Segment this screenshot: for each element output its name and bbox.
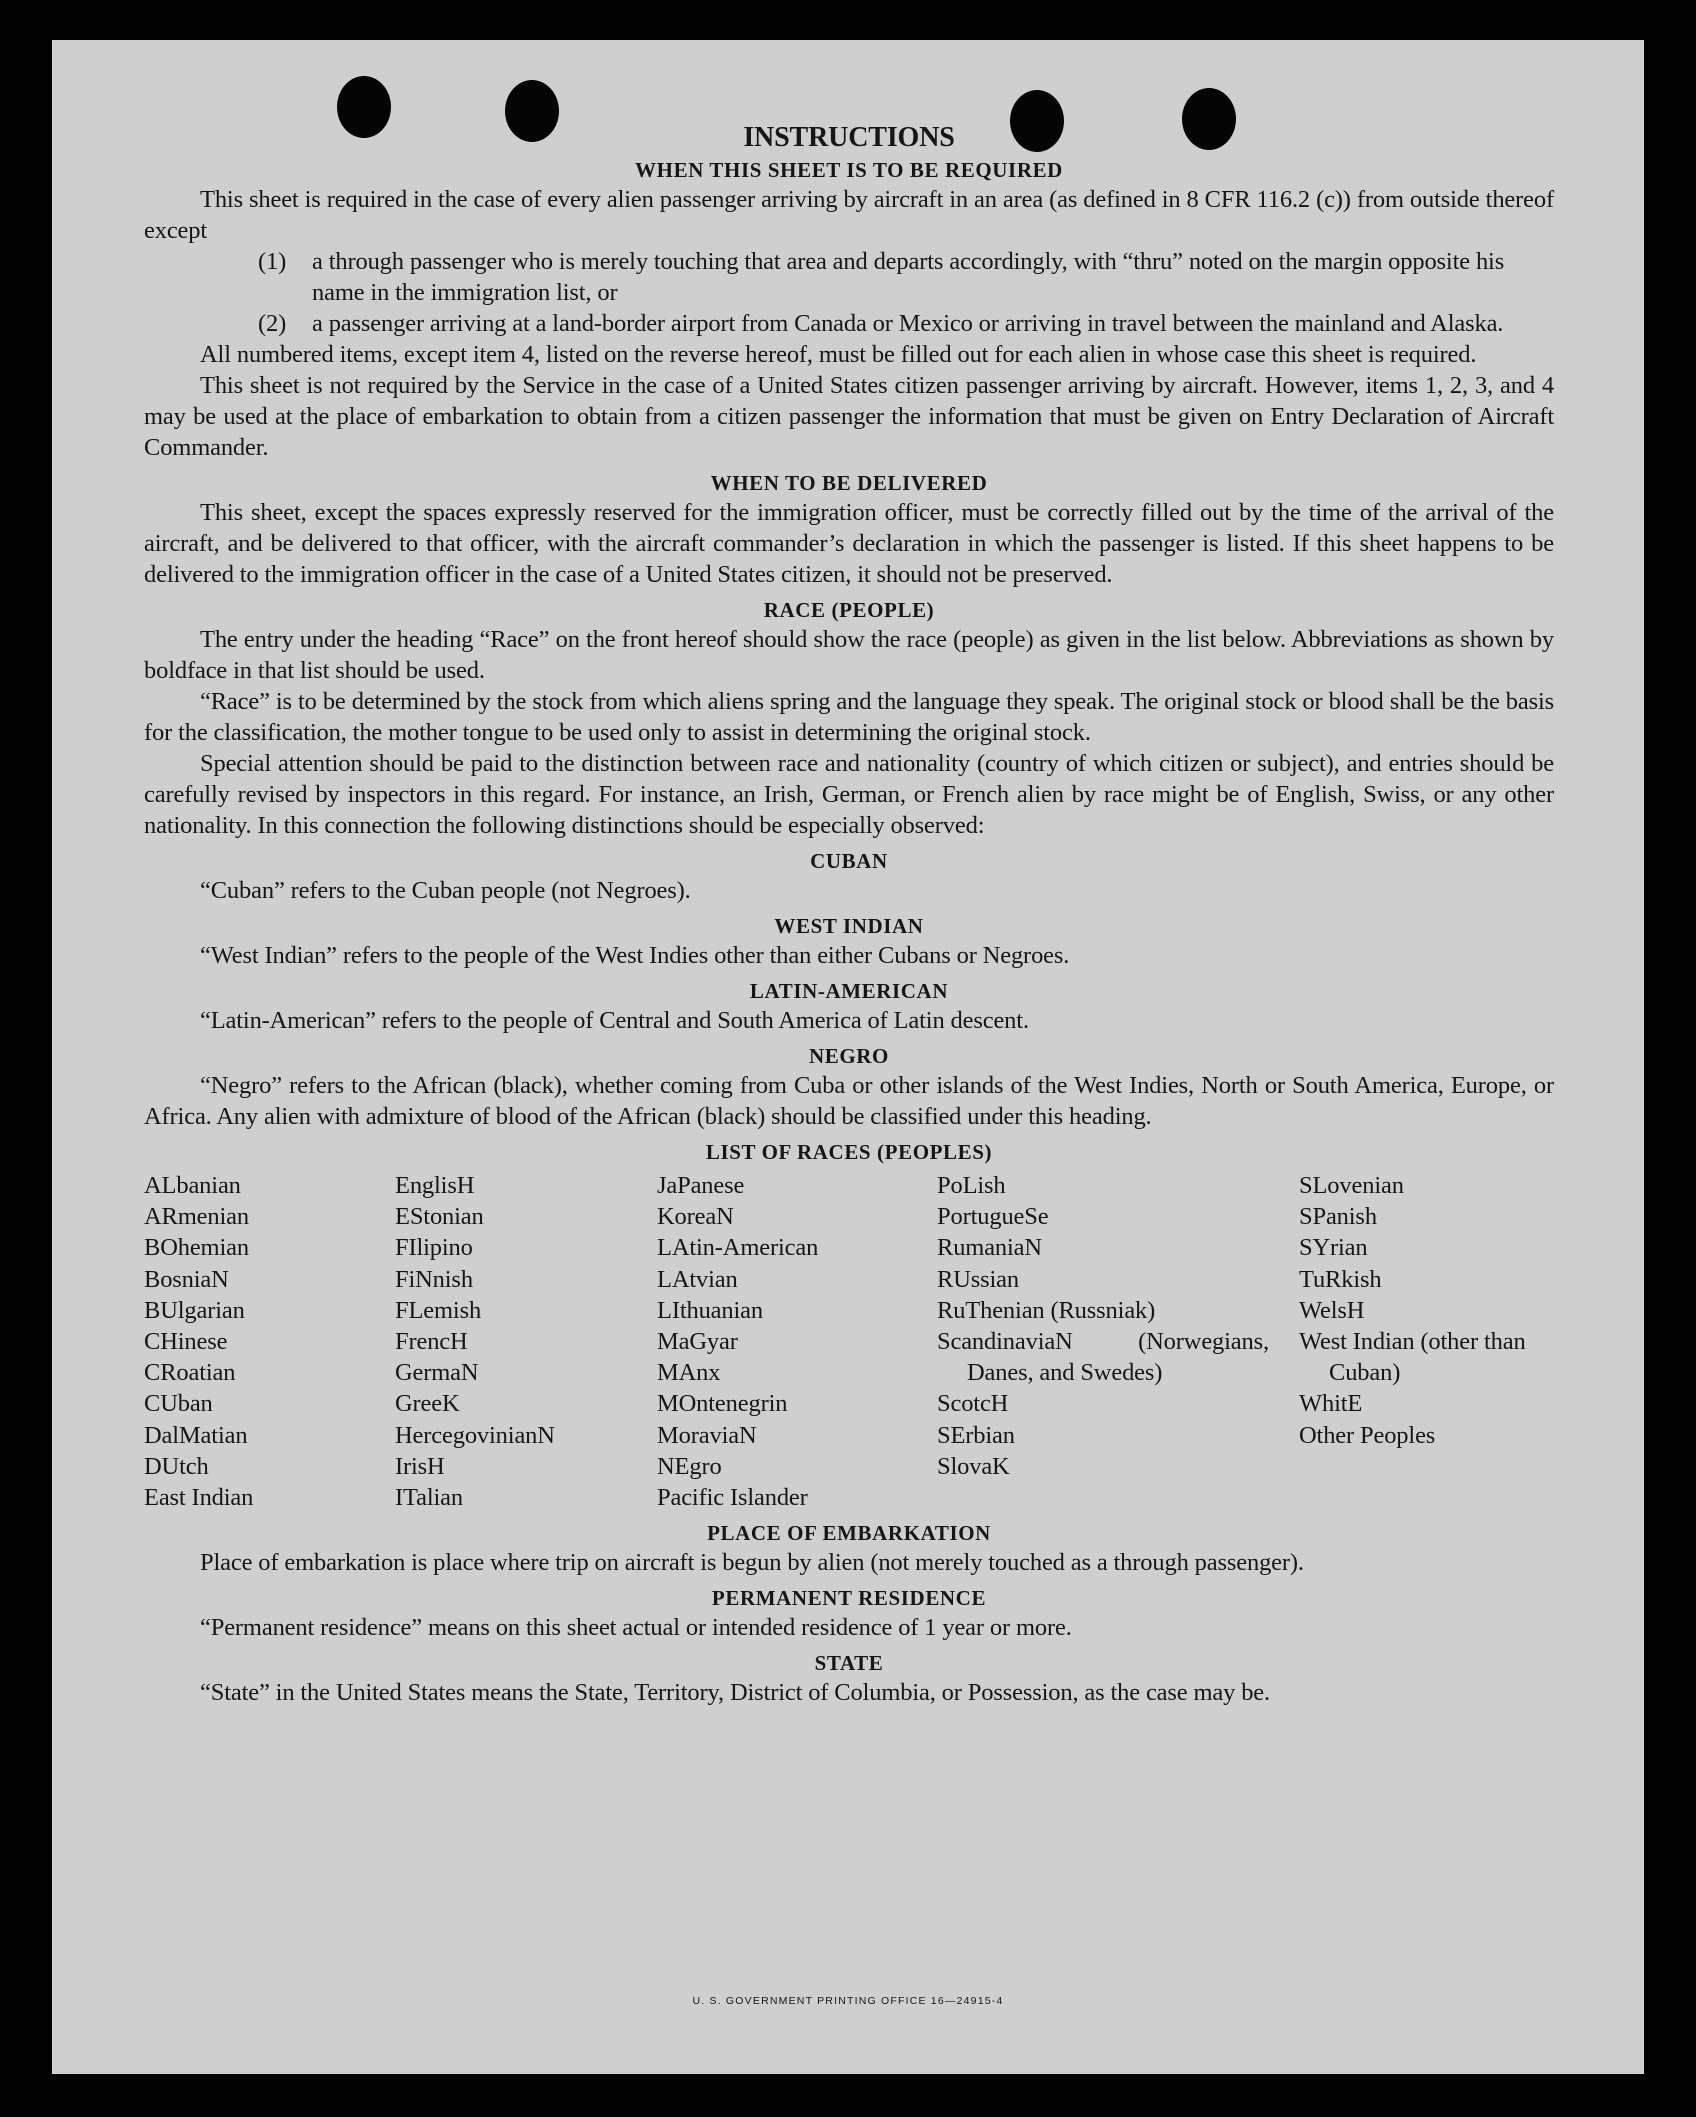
section-heading: PLACE OF EMBARKATION — [707, 1521, 991, 1546]
race-entry: BUlgarian — [144, 1296, 245, 1324]
section-heading: STATE — [814, 1651, 884, 1676]
race-entry: LIthuanian — [657, 1296, 763, 1324]
race-entry: CUban — [144, 1390, 213, 1418]
race-entry: ScotcH — [937, 1390, 1009, 1418]
races-list — [144, 1170, 1554, 1513]
race-entry: PoLish — [937, 1172, 1006, 1199]
paragraph: “Permanent residence” means on this sheet actual or intended residence of 1 year or more. — [200, 1614, 1072, 1642]
races-column — [395, 1170, 657, 1513]
race-entry: LAtvian — [657, 1265, 738, 1293]
race-entry: EStonian — [395, 1203, 484, 1231]
race-entry: TuRkish — [1299, 1265, 1382, 1293]
paragraph: The entry under the heading “Race” on the front hereof should show the race (people) as given in the list below. Abbreviations as shown by boldface in that list should be used. — [144, 626, 1554, 684]
race-entry: MOntenegrin — [657, 1390, 788, 1418]
race-entry: DalMatian — [144, 1421, 248, 1449]
race-entry: BOhemian — [144, 1234, 249, 1262]
race-entry: West Indian (other than Cuban) — [1299, 1328, 1526, 1387]
race-entry: WhitE — [1299, 1390, 1363, 1418]
list-item — [258, 308, 1554, 339]
race-entry: FIlipino — [395, 1234, 473, 1262]
race-entry: LAtin-American — [657, 1234, 819, 1262]
race-entry: RUssian — [937, 1265, 1019, 1293]
race-entry: BosniaN — [144, 1265, 229, 1293]
paragraph: “State” in the United States means the State, Territory, District of Columbia, or Possession, as the case may be. — [200, 1679, 1270, 1707]
race-entry: SlovaK — [937, 1452, 1010, 1480]
section-heading: CUBAN — [810, 849, 888, 873]
race-entry: RuThenian (Russniak) — [937, 1296, 1156, 1324]
section-heading: WHEN TO BE DELIVERED — [710, 471, 988, 495]
item-number: (1) — [258, 248, 287, 275]
race-entry: MaGyar — [657, 1328, 738, 1356]
race-entry: PortugueSe — [937, 1203, 1049, 1231]
paragraph: This sheet is required in the case of every alien passenger arriving by aircraft in an area (as defined in 8 CFR 116.2 (c)) from outside thereof except — [144, 186, 1554, 244]
item-number: (2) — [258, 310, 287, 337]
race-entry: ALbanian — [144, 1172, 241, 1199]
race-entry: East Indian — [144, 1484, 254, 1512]
section-heading: LATIN-AMERICAN — [749, 979, 949, 1003]
race-entry: ITalian — [395, 1484, 463, 1512]
paragraph: “Cuban” refers to the Cuban people (not Negroes). — [200, 877, 691, 904]
document-page — [52, 40, 1644, 2074]
race-entry: WelsH — [1299, 1296, 1365, 1324]
race-entry: Pacific Islander — [657, 1484, 808, 1512]
race-entry: CRoatian — [144, 1359, 236, 1387]
paragraph: This sheet is not required by the Service in the case of a United States citizen passenger arriving by aircraft. However, items 1, 2, 3, and 4 may be used at the place of embarkation to obtain from a citizen passenger the information that must be given on Entry Declaration of Aircraft Commander. — [144, 372, 1554, 461]
paragraph: All numbered items, except item 4, listed on the reverse hereof, must be filled out for each alien in whose case this sheet is required. — [200, 341, 1477, 368]
race-entry: GreeK — [395, 1390, 460, 1418]
race-entry: SYrian — [1299, 1234, 1368, 1262]
paragraph: “West Indian” refers to the people of the West Indies other than either Cubans or Negroes. — [200, 942, 1070, 969]
paragraph: Special attention should be paid to the distinction between race and nationality (country of which citizen or subject), and entries should be carefully revised by inspectors in this regard. For instance, an Irish, German, or French alien by race might be of English, Swiss, or any other nationality. In this connection the following distinctions should be especially observed: — [144, 750, 1554, 839]
section-heading: RACE (PEOPLE) — [763, 598, 935, 622]
printer-imprint: U. S. GOVERNMENT PRINTING OFFICE 16—24915-4 — [692, 1995, 1004, 2007]
race-entry: GermaN — [395, 1359, 479, 1387]
race-entry: Other Peoples — [1299, 1421, 1436, 1449]
race-entry: HercegovinianN — [395, 1421, 555, 1449]
paragraph: Place of embarkation is place where trip on aircraft is begun by alien (not merely touched as a through passenger). — [200, 1549, 1304, 1577]
race-entry: IrisH — [395, 1452, 445, 1480]
race-entry: CHinese — [144, 1328, 228, 1356]
race-entry: JaPanese — [657, 1172, 745, 1199]
race-entry: ScandinaviaN (Norwegians, Danes, and Swedes) — [937, 1328, 1269, 1387]
races-column — [937, 1170, 1299, 1513]
list-item — [258, 246, 1554, 308]
race-entry: MAnx — [657, 1359, 721, 1387]
item-text: a through passenger who is merely touching that area and departs accordingly, with “thru” noted on the margin opposite his name in the immigration list, or — [312, 248, 1505, 306]
race-entry: FLemish — [395, 1296, 482, 1324]
race-entry: RumaniaN — [937, 1234, 1042, 1262]
races-column — [144, 1170, 395, 1513]
race-entry: NEgro — [657, 1452, 722, 1480]
paragraph: “Negro” refers to the African (black), whether coming from Cuba or other islands of the West Indies, North or South America, Europe, or Africa. Any alien with admixture of blood of the African (black) should be classified under this heading. — [144, 1072, 1554, 1130]
race-entry: ARmenian — [144, 1203, 249, 1231]
race-entry: EnglisH — [395, 1172, 475, 1199]
page-title: INSTRUCTIONS — [743, 122, 955, 153]
instructions-content — [144, 120, 1554, 1708]
race-entry: FiNnish — [395, 1265, 473, 1293]
race-entry: SLovenian — [1299, 1172, 1404, 1199]
race-entry: KoreaN — [657, 1203, 734, 1231]
paragraph: “Latin-American” refers to the people of Central and South America of Latin descent. — [200, 1007, 1029, 1034]
races-column — [657, 1170, 937, 1513]
paragraph: This sheet, except the spaces expressly reserved for the immigration officer, must be correctly filled out by the time of the arrival of the aircraft, and be delivered to that officer, with the aircraft commander’s declaration in which the passenger is listed. If this sheet happens to be delivered to the immigration officer in the case of a United States citizen, it should not be preserved. — [144, 499, 1554, 588]
paragraph: “Race” is to be determined by the stock from which aliens spring and the language they speak. The original stock or blood shall be the basis for the classification, the mother tongue to be used only to assist in determining the original stock. — [144, 688, 1554, 746]
race-entry: MoraviaN — [657, 1421, 757, 1449]
section-heading: WHEN THIS SHEET IS TO BE REQUIRED — [635, 158, 1063, 182]
race-entry: SPanish — [1299, 1203, 1377, 1231]
race-entry: SErbian — [937, 1421, 1015, 1449]
section-heading: LIST OF RACES (PEOPLES) — [705, 1140, 993, 1164]
section-heading: NEGRO — [808, 1044, 889, 1068]
item-text: a passenger arriving at a land-border airport from Canada or Mexico or arriving in travel between the mainland and Alaska. — [312, 310, 1504, 337]
races-column — [1299, 1170, 1554, 1513]
section-heading: WEST INDIAN — [774, 914, 924, 938]
race-entry: FrencH — [395, 1328, 468, 1356]
section-heading: PERMANENT RESIDENCE — [711, 1586, 987, 1611]
race-entry: DUtch — [144, 1452, 209, 1480]
